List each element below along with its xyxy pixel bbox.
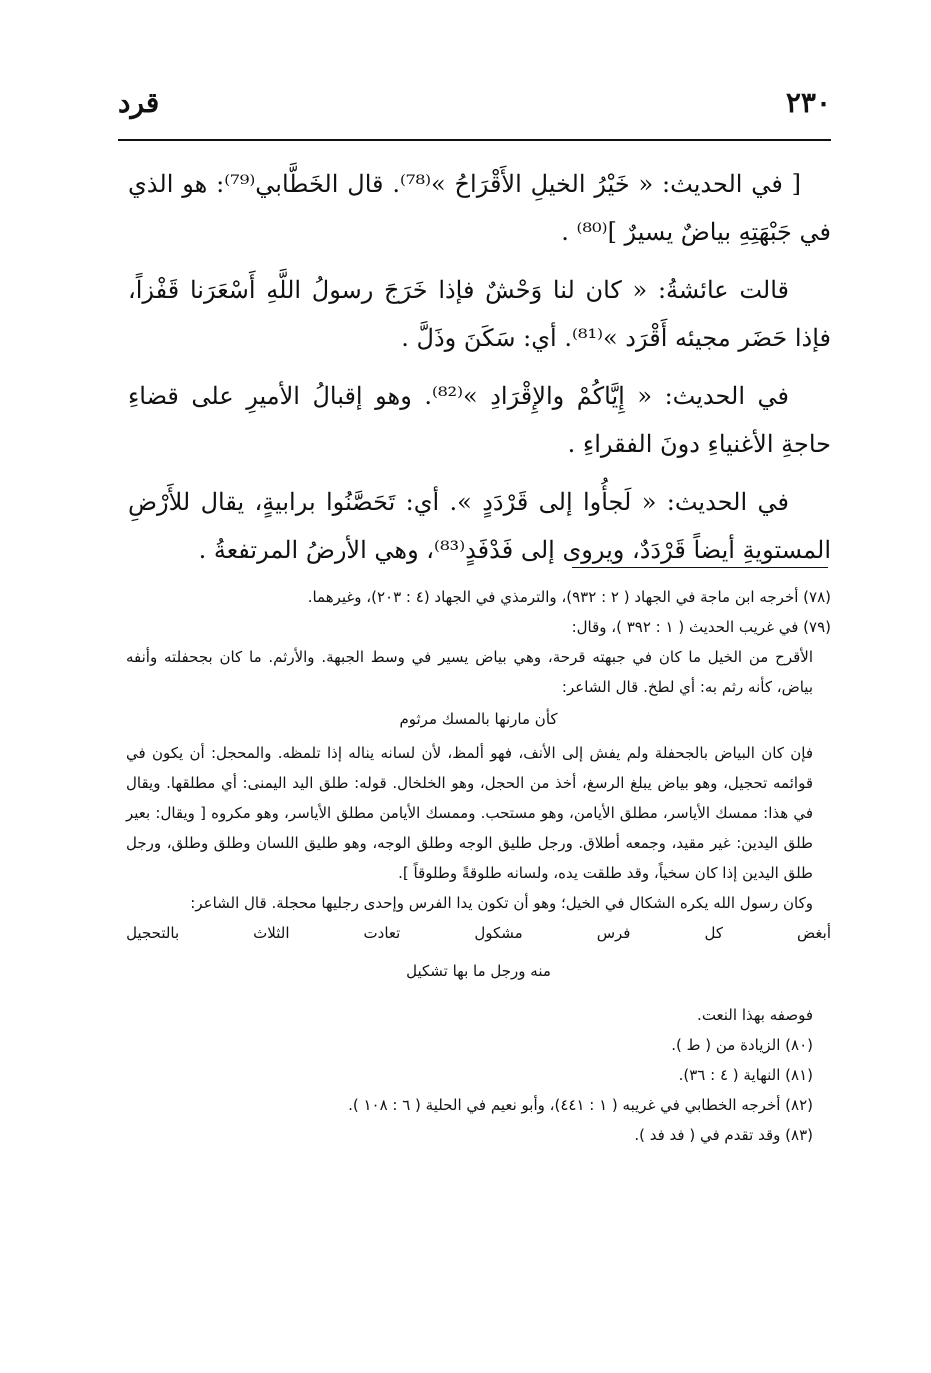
footnote-79-text: الأقرح من الخيل ما كان في جبهته قرحة، وهي بياض يسير في وسط الجبهة. والأرثم. ما كان بجحفلته وأنفه بياض، كأنه رثم به: أي لطخ. قال الشاعر:	[126, 648, 813, 696]
footnote-79-verse-first-hemistich	[126, 918, 831, 948]
footnote-80: (٨٠) الزيادة من ( ط ).	[671, 1036, 813, 1054]
footnote-83: (٨٣) وقد تقدم في ( فد فد ).	[634, 1126, 813, 1144]
verse-word: فرس	[596, 924, 631, 942]
main-paragraph: قالت عائشةُ: « كان لنا وَحْشٌ فإذا خَرَجَ رسولُ اللَّهِ أَسْعَرَنا قَفْزاً، فإذا حَضَر مجيئه أَقْرَد »⁽⁸¹⁾. أي: سَكَنَ وذَلَّ .	[128, 276, 831, 352]
page-number: ٢٣٠	[785, 86, 831, 119]
footnote-79-verse: كأن مارنها بالمسك مرثوم	[399, 710, 558, 728]
footnote-78: (٧٨) أخرجه ابن ماجة في الجهاد ( ٢ : ٩٣٢)، والترمذي في الجهاد (٤ : ٢٠٣)، وغيرهما.	[307, 588, 831, 606]
verse-word: الثلاث	[253, 924, 290, 942]
verse-word: بالتحجيل	[126, 924, 180, 942]
main-paragraph: في الحديث: « إِيَّاكُمْ والإِقْرَادِ »⁽⁸²⁾. وهو إقبالُ الأميرِ على قضاءِ حاجةِ الأغنياءِ دونَ الفقراءِ .	[128, 382, 831, 458]
footnote-rule	[572, 567, 828, 568]
footnote-79: (٧٩) في غريب الحديث ( ١ : ٣٩٢ )، وقال:	[571, 618, 831, 636]
main-text	[128, 160, 831, 584]
header-rule	[118, 139, 831, 141]
footnote-79-text: فإن كان البياض بالجحفلة ولم يفش إلى الأنف، فهو ألمظ، لأن لسانه يناله إذا تلمظه. والمحجل: أن يكون في قوائمه تحجيل، وهو بياض يبلغ الرسغ، أخذ من الحجل، وهو الخلخال. قوله: طلق اليد اليمنى: أي مطلقها. ويقال في هذا: ممسك الأياسر، مطلق الأيامن، وهو مستحب. وممسك الأيامن مطلق الأياسر، وهو مكروه [ ويقال: بعير طلق اليدين: غير مقيد، وجمعه أطلاق. ورجل طليق الوجه وطلق الوجه، وهو طليق اللسان وطلق وطلق، ورجل طلق اليدين إذا كان سخياً، وقد طلقت يده، ولسانه طلوقةً وطلوقاً ].	[126, 744, 813, 882]
verse-word: تعادت	[363, 924, 401, 942]
footnotes	[126, 582, 831, 1150]
footnote-79-text: وكان رسول الله يكره الشكال في الخيل؛ وهو أن تكون يدا الفرس وإحدى رجليها محجلة. قال الشاعر:	[190, 894, 813, 912]
footnote-81: (٨١) النهاية ( ٤ : ٣٦).	[678, 1066, 813, 1084]
running-head: قرد	[118, 86, 160, 119]
verse-word: كل	[704, 924, 724, 942]
verse-word: أبغض	[797, 924, 831, 942]
main-paragraph: [ في الحديث: « خَيْرُ الخيلِ الأَقْرَاحُ »⁽⁷⁸⁾. قال الخَطَّابي⁽⁷⁹⁾: هو الذي في جَبْهَتِهِ بياضٌ يسيرٌ ]⁽⁸⁰⁾ .	[128, 170, 831, 246]
footnote-79-verse-second-hemistich: منه ورجل ما بها تشكيل	[406, 962, 551, 980]
main-paragraph: في الحديث: « لَجأُوا إلى قَرْدَدٍ ». أي: تَحَصَّنُوا برابيةٍ، يقال للأَرْضِ المستويةِ أيضاً قَرْدَدٌ، ويروى إلى فَدْفَدٍ⁽⁸³⁾، وهي الأرضُ المرتفعةُ .	[128, 488, 831, 564]
footnote-82: (٨٢) أخرجه الخطابي في غريبه ( ١ : ٤٤١)، وأبو نعيم في الحلية ( ٦ : ١٠٨ ).	[348, 1096, 813, 1114]
verse-word: مشكول	[474, 924, 523, 942]
footnote-79-text: فوصفه بهذا النعت.	[697, 1006, 813, 1024]
page-header	[118, 86, 831, 132]
